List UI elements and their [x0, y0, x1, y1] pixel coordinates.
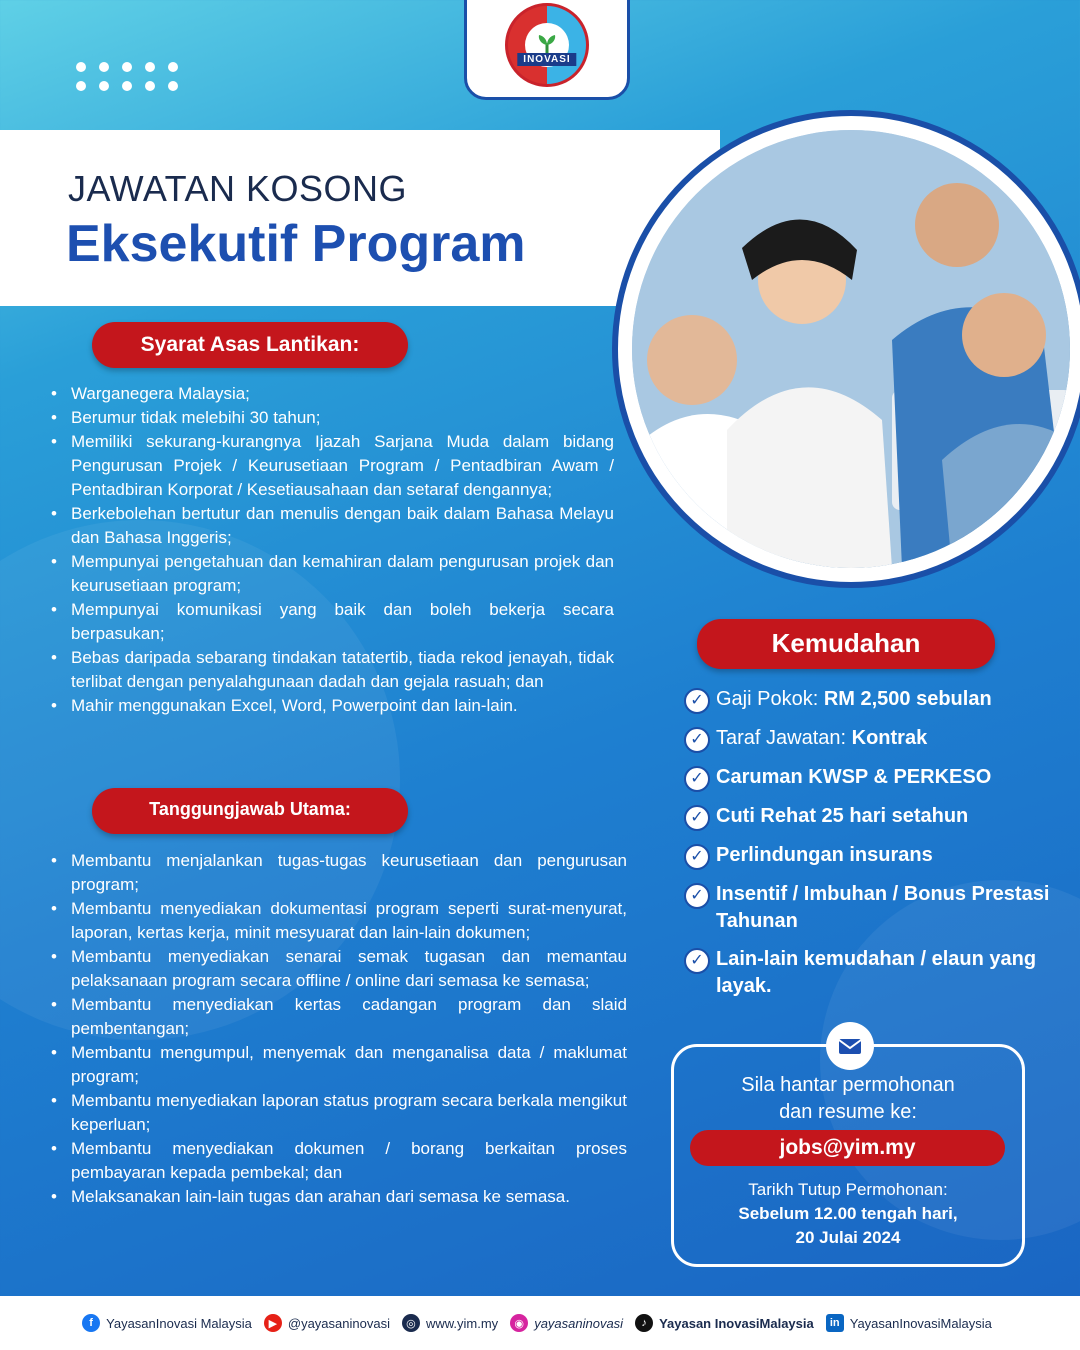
tiktok-icon: ♪: [635, 1314, 653, 1332]
benefit-item: ✓ Taraf Jawatan: Kontrak: [684, 725, 1064, 753]
list-item: • Mempunyai pengetahuan dan kemahiran dalam pengurusan projek dan keurusetiaan program;: [50, 550, 614, 598]
responsibilities-heading: Tanggungjawab Utama:: [92, 788, 408, 834]
globe-icon: ◎: [402, 1314, 420, 1332]
benefit-item: ✓ Insentif / Imbuhan / Bonus Prestasi Tahunan: [684, 881, 1064, 935]
page-title: Eksekutif Program: [66, 215, 526, 273]
responsibilities-list: [50, 849, 627, 1209]
application-deadline: Tarikh Tutup Permohonan: Sebelum 12.00 tengah hari, 20 Julai 2024: [738, 1180, 958, 1247]
list-item: • Melaksanakan lain-lain tugas dan arahan dari semasa ke semasa.: [50, 1185, 627, 1209]
list-item: • Mempunyai komunikasi yang baik dan boleh bekerja secara berpasukan;: [50, 598, 614, 646]
list-item: • Mahir menggunakan Excel, Word, Powerpoint dan lain-lain.: [50, 694, 614, 718]
logo-tab: [464, 0, 630, 100]
youtube-icon: ▶: [264, 1314, 282, 1332]
check-icon: ✓: [684, 948, 710, 974]
check-icon: ✓: [684, 805, 710, 831]
benefit-item: ✓ Lain-lain kemudahan / elaun yang layak.: [684, 946, 1064, 1000]
list-item: • Membantu menyediakan senarai semak tugasan dan memantau pelaksanaan program secara offline / online dari semasa ke semasa;: [50, 945, 627, 993]
requirements-heading: Syarat Asas Lantikan:: [92, 322, 408, 368]
requirements-list: [50, 382, 614, 718]
team-photo: [632, 130, 1070, 568]
facebook-icon: f: [82, 1314, 100, 1332]
footer-linkedin[interactable]: in YayasanInovasiMalaysia: [826, 1314, 992, 1332]
benefit-item: ✓ Gaji Pokok: RM 2,500 sebulan: [684, 686, 1064, 714]
list-item: • Membantu menyediakan dokumen / borang berkaitan proses pembayaran kepada pembekal; dan: [50, 1137, 627, 1185]
check-icon: ✓: [684, 883, 710, 909]
benefit-item: ✓ Caruman KWSP & PERKESO: [684, 764, 1064, 792]
footer-facebook[interactable]: f YayasanInovasi Malaysia: [82, 1314, 252, 1332]
footer-instagram[interactable]: ◉ yayasaninovasi: [510, 1314, 623, 1332]
mail-icon: [826, 1022, 874, 1070]
yayasan-inovasi-logo: [505, 3, 589, 87]
list-item: • Warganegera Malaysia;: [50, 382, 614, 406]
list-item: • Membantu mengumpul, menyemak dan menganalisa data / maklumat program;: [50, 1041, 627, 1089]
linkedin-icon: in: [826, 1314, 844, 1332]
list-item: • Membantu menyediakan laporan status program secara berkala mengikut keperluan;: [50, 1089, 627, 1137]
page-subtitle: JAWATAN KOSONG: [68, 168, 408, 209]
list-item: • Berumur tidak melebihi 30 tahun;: [50, 406, 614, 430]
team-photo-frame: [612, 110, 1080, 588]
logo-wordmark: INOVASI: [517, 53, 576, 66]
list-item: • Membantu menyediakan kertas cadangan program dan slaid pembentangan;: [50, 993, 627, 1041]
check-icon: ✓: [684, 727, 710, 753]
list-item: • Membantu menyediakan dokumentasi program seperti surat-menyurat, laporan, kertas kerja, minit mesyuarat dan lain-lain dokumen;: [50, 897, 627, 945]
benefits-heading: Kemudahan: [697, 619, 995, 669]
benefit-item: ✓ Perlindungan insurans: [684, 842, 1064, 870]
application-instruction: Sila hantar permohonan dan resume ke:: [741, 1074, 955, 1123]
check-icon: ✓: [684, 844, 710, 870]
list-item: • Bebas daripada sebarang tindakan tatatertib, tiada rekod jenayah, tidak terlibat dengan penyalahgunaan dadah dan gejala rasuah; dan: [50, 646, 614, 694]
application-email[interactable]: jobs@yim.my: [690, 1130, 1005, 1166]
social-footer: [0, 1296, 1080, 1350]
list-item: • Membantu menjalankan tugas-tugas keurusetiaan dan pengurusan program;: [50, 849, 627, 897]
check-icon: ✓: [684, 766, 710, 792]
list-item: • Berkebolehan bertutur dan menulis dengan baik dalam Bahasa Melayu dan Bahasa Inggeris;: [50, 502, 614, 550]
footer-youtube[interactable]: ▶ @yayasaninovasi: [264, 1314, 390, 1332]
benefit-item: ✓ Cuti Rehat 25 hari setahun: [684, 803, 1064, 831]
instagram-icon: ◉: [510, 1314, 528, 1332]
decorative-dots: [76, 62, 178, 91]
check-icon: ✓: [684, 688, 710, 714]
footer-tiktok[interactable]: ♪ Yayasan InovasiMalaysia: [635, 1314, 814, 1332]
list-item: • Memiliki sekurang-kurangnya Ijazah Sarjana Muda dalam bidang Pengurusan Projek / Keurusetiaan Program / Pentadbiran Awam / Pentadbiran Korporat / Kesetiausahaan dan setaraf dengannya;: [50, 430, 614, 502]
footer-website[interactable]: ◎ www.yim.my: [402, 1314, 498, 1332]
benefits-list: [684, 686, 1064, 1011]
